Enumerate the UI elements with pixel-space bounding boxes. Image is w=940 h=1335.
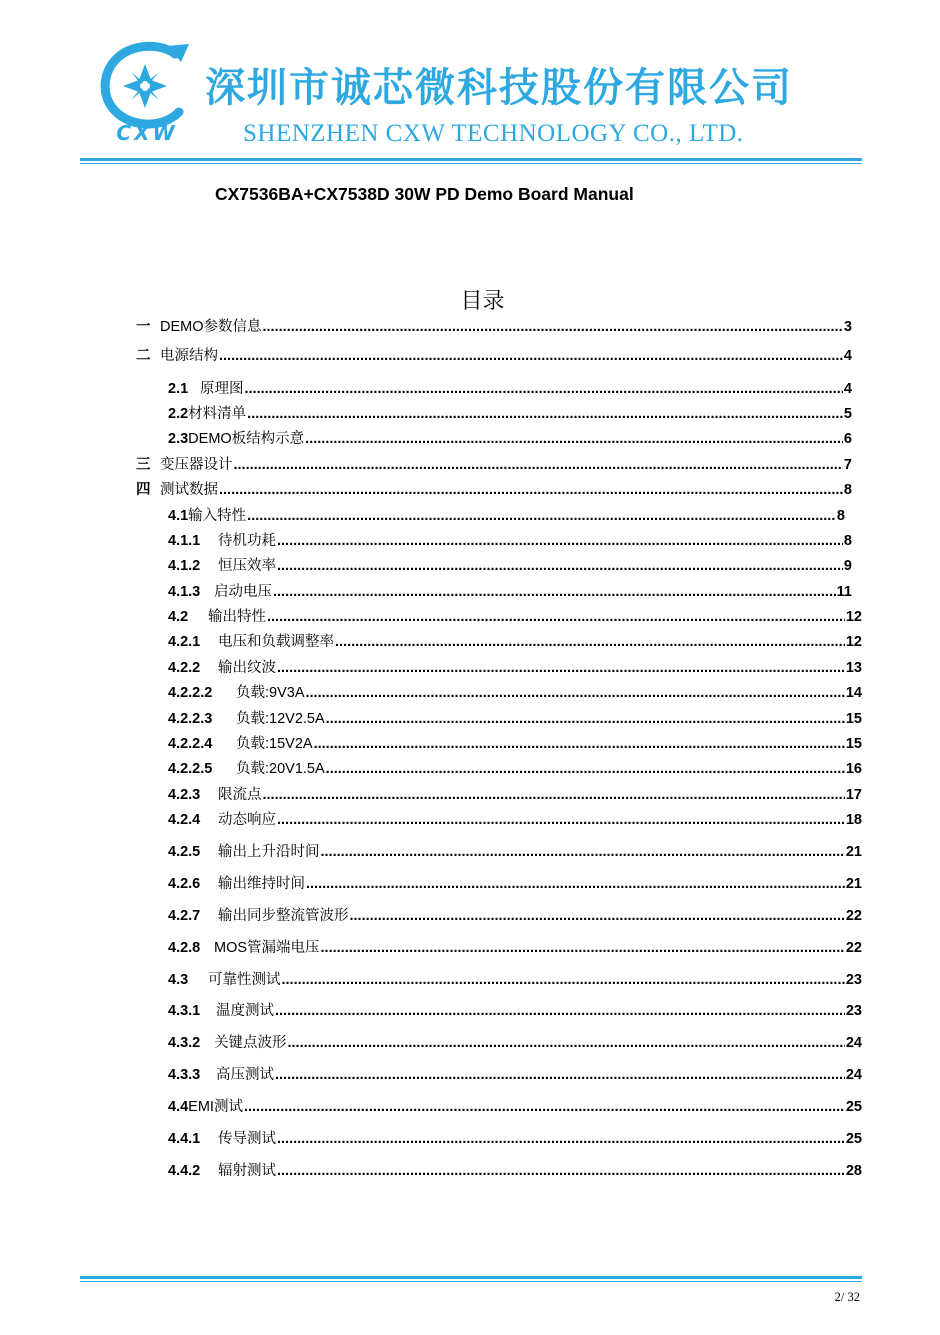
toc-entry[interactable] <box>168 786 862 804</box>
toc-entry-page: 17 <box>845 787 862 803</box>
toc-leader-dots <box>244 1098 845 1116</box>
toc-entry-text: 限流点 <box>218 787 262 803</box>
toc-entry-text: 负载:15V2A <box>236 736 313 752</box>
toc-entry[interactable] <box>168 608 862 626</box>
toc-entry-number: 4.1.3 <box>168 584 201 600</box>
toc-leader-dots <box>219 347 843 365</box>
toc-entry[interactable] <box>136 318 852 336</box>
toc-entry-page: 23 <box>845 972 862 988</box>
company-name-en: SHENZHEN CXW TECHNOLOGY CO., LTD. <box>243 120 744 147</box>
toc-entry-page: 15 <box>845 736 862 752</box>
toc-entry-number: 4.2.2.4 <box>168 736 213 752</box>
toc-entry-page: 16 <box>845 761 862 777</box>
toc-entry-text: 输出特性 <box>208 609 266 625</box>
toc-entry-text: 输出上升沿时间 <box>218 844 320 860</box>
toc-entry[interactable] <box>168 760 862 778</box>
toc-entry[interactable] <box>168 1130 862 1148</box>
toc-entry-text: 恒压效率 <box>218 558 276 574</box>
toc-leader-dots <box>305 430 843 448</box>
toc-entry[interactable] <box>168 405 852 423</box>
toc-entry-text: 温度测试 <box>216 1003 274 1019</box>
toc-entry-number: 4.2 <box>168 609 189 625</box>
toc-entry[interactable] <box>168 430 852 448</box>
toc-entry-text: 传导测试 <box>218 1131 276 1147</box>
toc-entry-text: 负载:20V1.5A <box>236 761 325 777</box>
toc-entry-text: 高压测试 <box>216 1067 274 1083</box>
toc-entry-number: 4.4.1 <box>168 1131 201 1147</box>
toc-entry[interactable] <box>168 1002 862 1020</box>
toc-entry-number: 一 <box>136 319 151 335</box>
toc-entry-page: 15 <box>845 711 862 727</box>
toc-entry-number: 4.3.3 <box>168 1067 201 1083</box>
toc-leader-dots <box>277 1130 845 1148</box>
toc-entry-page: 25 <box>845 1131 862 1147</box>
toc-leader-dots <box>275 1066 845 1084</box>
toc-leader-dots <box>321 939 845 957</box>
toc-heading: 目录 <box>460 289 505 314</box>
toc-entry[interactable] <box>168 735 862 753</box>
toc-entry-page: 8 <box>843 482 852 498</box>
toc-entry[interactable] <box>168 532 852 550</box>
document-title: CX7536BA+CX7538D 30W PD Demo Board Manual <box>215 184 634 204</box>
toc-entry[interactable] <box>136 347 852 365</box>
toc-entry-page: 24 <box>845 1067 862 1083</box>
toc-entry[interactable] <box>168 907 862 925</box>
toc-leader-dots <box>277 532 843 550</box>
toc-entry-number: 4.2.2.3 <box>168 711 213 727</box>
toc-leader-dots <box>306 684 845 702</box>
toc-entry-number: 4.2.3 <box>168 787 201 803</box>
toc-entry-number: 4.3.2 <box>168 1035 201 1051</box>
company-name-cn: 深圳市诚芯微科技股份有限公司 <box>205 65 793 111</box>
toc-entry-text: 测试数据 <box>160 482 218 498</box>
toc-entry-page: 28 <box>845 1163 862 1179</box>
toc-entry-page: 4 <box>843 381 852 397</box>
toc-entry-text: 启动电压 <box>214 584 272 600</box>
toc-entry-number: 4.4.2 <box>168 1163 201 1179</box>
toc-entry-number: 4.1.2 <box>168 558 201 574</box>
toc-entry[interactable] <box>168 1034 862 1052</box>
toc-entry-number: 4.2.4 <box>168 812 201 828</box>
toc-leader-dots <box>277 811 845 829</box>
toc-entry-text: 输出同步整流管波形 <box>218 908 349 924</box>
toc-entry-text: 输入特性 <box>188 508 247 524</box>
footer-rule <box>80 1276 862 1279</box>
toc-entry[interactable] <box>168 1098 862 1116</box>
toc-entry-page: 6 <box>843 431 852 447</box>
toc-entry-number: 三 <box>136 457 151 473</box>
toc-entry[interactable] <box>168 710 862 728</box>
toc-entry-text: 负载:9V3A <box>236 685 305 701</box>
toc-leader-dots <box>277 557 843 575</box>
toc-entry-page: 8 <box>836 508 845 524</box>
toc-entry-number: 二 <box>136 348 151 364</box>
toc-leader-dots <box>335 633 845 651</box>
toc-leader-dots <box>247 405 843 423</box>
toc-entry-page: 5 <box>843 406 852 422</box>
toc-leader-dots <box>288 1034 845 1052</box>
toc-entry-page: 3 <box>843 319 852 335</box>
toc-entry-text: 动态响应 <box>218 812 276 828</box>
toc-entry-page: 4 <box>843 348 852 364</box>
toc-entry-page: 8 <box>843 533 852 549</box>
toc-entry-page: 24 <box>845 1035 862 1051</box>
toc-entry[interactable] <box>168 939 862 957</box>
toc-entry-text: 关键点波形 <box>214 1035 287 1051</box>
toc-entry-text: 原理图 <box>200 381 244 397</box>
toc-entry-page: 9 <box>843 558 852 574</box>
toc-entry[interactable] <box>168 1066 862 1084</box>
toc-entry[interactable] <box>136 456 852 474</box>
page-number: 2/ 32 <box>834 1290 860 1304</box>
toc-entry-page: 7 <box>843 457 852 473</box>
toc-leader-dots <box>306 875 845 893</box>
toc-leader-dots <box>350 907 845 925</box>
toc-leader-dots <box>219 481 843 499</box>
toc-leader-dots <box>263 318 843 336</box>
toc-entry-number: 4.2.7 <box>168 908 201 924</box>
toc-leader-dots <box>247 507 836 525</box>
toc-leader-dots <box>277 1162 845 1180</box>
toc-entry-number: 2.2 <box>168 406 189 422</box>
toc-entry-text: 负载:12V2.5A <box>236 711 325 727</box>
toc-entry-number: 2.1 <box>168 381 189 397</box>
toc-entry-text: 电源结构 <box>160 348 218 364</box>
toc-entry-text: EMI测试 <box>188 1099 243 1115</box>
toc-entry[interactable] <box>168 1162 862 1180</box>
toc-entry[interactable] <box>168 583 852 601</box>
footer-rule-thin <box>80 1281 862 1282</box>
toc-entry-page: 23 <box>845 1003 862 1019</box>
toc-entry-page: 14 <box>845 685 862 701</box>
toc-entry-text: 变压器设计 <box>160 457 233 473</box>
toc-leader-dots <box>273 583 836 601</box>
toc-leader-dots <box>245 380 843 398</box>
toc-entry-text: 输出维持时间 <box>218 876 305 892</box>
toc-entry-number: 4.2.2.5 <box>168 761 213 777</box>
toc-leader-dots <box>263 786 845 804</box>
toc-entry-number: 4.2.1 <box>168 634 201 650</box>
toc-entry-number: 4.2.5 <box>168 844 201 860</box>
toc-entry-text: 可靠性测试 <box>208 972 281 988</box>
toc-entry-page: 12 <box>845 634 862 650</box>
toc-entry[interactable] <box>168 659 862 677</box>
toc-entry-text: 电压和负载调整率 <box>218 634 334 650</box>
toc-entry-page: 12 <box>845 609 862 625</box>
toc-entry-number: 4.2.2.2 <box>168 685 213 701</box>
toc-entry-page: 21 <box>845 844 862 860</box>
toc-leader-dots <box>282 971 845 989</box>
toc-leader-dots <box>234 456 843 474</box>
toc-entry-page: 18 <box>845 812 862 828</box>
toc-leader-dots <box>321 843 845 861</box>
toc-entry[interactable] <box>168 684 862 702</box>
toc-entry-text: DEMO参数信息 <box>160 319 262 335</box>
toc-leader-dots <box>314 735 845 753</box>
logo-text: CXW <box>116 121 178 145</box>
toc-entry[interactable] <box>168 811 862 829</box>
toc-entry-page: 21 <box>845 876 862 892</box>
toc-leader-dots <box>267 608 845 626</box>
toc-entry-number: 4.1 <box>168 508 189 524</box>
toc-entry-number: 4.1.1 <box>168 533 201 549</box>
toc-entry-number: 4.3.1 <box>168 1003 201 1019</box>
toc-entry-number: 4.2.2 <box>168 660 201 676</box>
toc-entry[interactable] <box>168 971 862 989</box>
toc-entry-text: 待机功耗 <box>218 533 276 549</box>
toc-leader-dots <box>326 710 845 728</box>
toc-entry-text: 辐射测试 <box>218 1163 276 1179</box>
toc-leader-dots <box>277 659 845 677</box>
toc-entry[interactable] <box>168 875 862 893</box>
toc-entry-page: 22 <box>845 940 862 956</box>
toc-entry[interactable] <box>136 481 852 499</box>
toc-entry[interactable] <box>168 633 862 651</box>
toc-leader-dots <box>275 1002 845 1020</box>
toc-entry-text: 输出纹波 <box>218 660 276 676</box>
toc-entry-page: 11 <box>836 584 852 600</box>
toc-entry-number: 4.2.6 <box>168 876 201 892</box>
toc-entry-number: 4.3 <box>168 972 189 988</box>
toc-entry-text: DEMO板结构示意 <box>188 431 305 447</box>
toc-entry-text: MOS管漏端电压 <box>214 940 320 956</box>
toc-entry-page: 25 <box>845 1099 862 1115</box>
toc-entry-page: 22 <box>845 908 862 924</box>
toc-entry[interactable] <box>168 507 845 525</box>
toc-entry-page: 13 <box>845 660 862 676</box>
toc-entry[interactable] <box>168 380 852 398</box>
toc-entry[interactable] <box>168 557 852 575</box>
toc-leader-dots <box>326 760 845 778</box>
toc-entry[interactable] <box>168 843 862 861</box>
toc-entry-number: 4.2.8 <box>168 940 201 956</box>
toc-entry-number: 4.4 <box>168 1099 189 1115</box>
toc-entry-text: 材料清单 <box>188 406 247 422</box>
toc-entry-number: 四 <box>136 482 151 498</box>
toc-entry-number: 2.3 <box>168 431 189 447</box>
